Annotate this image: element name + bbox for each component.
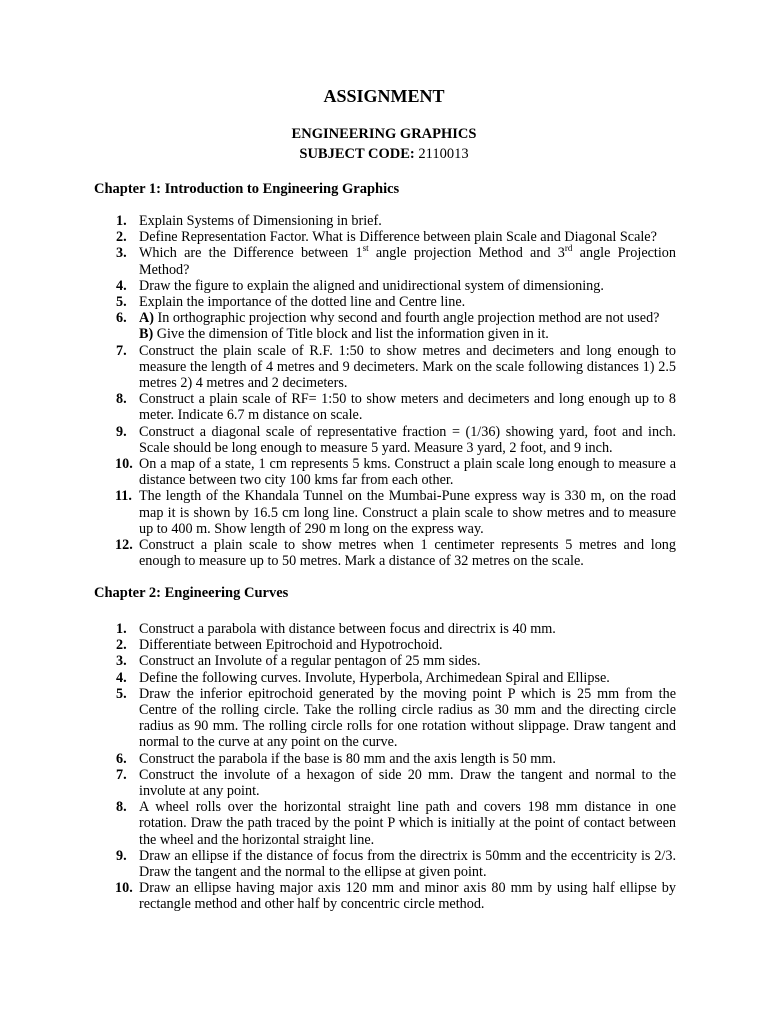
question-number: 7. xyxy=(116,766,127,783)
question-item xyxy=(94,488,676,537)
question-number: 10. xyxy=(115,880,133,897)
question-item xyxy=(94,880,676,912)
question-item xyxy=(94,391,676,423)
superscript: st xyxy=(362,243,369,254)
question-text: Construct the plain scale of R.F. 1:50 to show metres and decimeters and long enough to measure the length of 4 metres and 9 decimeters. Mark on the scale following distances 1) 2.5 metres 2) 4 metres and 2 decimeters. xyxy=(139,342,676,392)
question-text: Construct a diagonal scale of representative fraction = (1/36) showing yard, foot and inch. Scale should be long enough to measure 5 yard. Measure 3 yard, 2 foot, and 9 inch. xyxy=(139,423,676,456)
question-number: 10. xyxy=(115,456,133,473)
question-number: 2. xyxy=(116,229,127,246)
question-number: 5. xyxy=(116,294,127,311)
question-text: Draw an ellipse if the distance of focus from the directrix is 50mm and the eccentricity is 2/3. Draw the tangent and the normal to the ellipse at given point. xyxy=(139,847,676,881)
question-item xyxy=(94,310,676,342)
question-item xyxy=(94,670,676,686)
question-text: Construct a parabola with distance between focus and directrix is 40 mm. xyxy=(139,621,556,637)
chapter-2-heading: Chapter 2: Engineering Curves xyxy=(94,585,289,601)
question-text: Construct the involute of a hexagon of side 20 mm. Draw the tangent and normal to the involute at any point. xyxy=(139,766,676,800)
question-item xyxy=(94,848,676,880)
question-item xyxy=(94,343,676,392)
subject-code-value: 2110013 xyxy=(418,146,469,162)
question-number: 2. xyxy=(116,637,127,654)
question-item xyxy=(94,653,676,669)
question-item xyxy=(94,294,676,310)
question-text: angle projection Method and 3 xyxy=(368,245,565,262)
part-label: A) xyxy=(139,310,154,327)
question-text: A wheel rolls over the horizontal straight line path and covers 198 mm distance in one rotation. Draw the path traced by the point P which is initially at the point of contact between the wheel and the horizontal straight line. xyxy=(139,799,676,848)
question-number: 3. xyxy=(116,245,127,262)
question-number: 6. xyxy=(116,750,127,767)
subject-code-line xyxy=(0,146,768,163)
question-item xyxy=(94,537,676,569)
question-text: Explain Systems of Dimensioning in brief. xyxy=(139,213,382,229)
question-text: The length of the Khandala Tunnel on the Mumbai-Pune express way is 330 m, on the road map it is shown by 16.5 cm long line. Construct a plain scale to show metres and to measure up to 400 m. Show length of 290 m long on the express way. xyxy=(139,488,676,537)
question-number: 6. xyxy=(116,310,127,327)
question-item xyxy=(94,751,676,767)
question-text: Define the following curves. Involute, Hyperbola, Archimedean Spiral and Ellipse. xyxy=(139,669,610,686)
question-item xyxy=(94,799,676,848)
question-text: Draw the figure to explain the aligned and unidirectional system of dimensioning. xyxy=(139,277,604,294)
question-item xyxy=(94,278,676,294)
question-text: Construct a plain scale to show metres when 1 centimeter represents 5 metres and long enough to measure up to 50 metres. Mark a distance of 32 metres on the scale. xyxy=(139,537,676,570)
question-text: Construct a plain scale of RF= 1:50 to show meters and decimeters and long enough up to 8 meter. Indicate 6.7 m distance on scale. xyxy=(139,391,676,424)
question-number: 4. xyxy=(116,669,127,686)
question-item xyxy=(94,621,676,637)
question-number: 1. xyxy=(116,213,127,229)
question-text: Give the dimension of Title block and list the information given in it. xyxy=(153,326,549,343)
question-text: Construct the parabola if the base is 80 mm and the axis length is 50 mm. xyxy=(139,750,556,767)
question-number: 1. xyxy=(116,621,127,637)
question-item xyxy=(94,767,676,799)
question-text: Define Representation Factor. What is Difference between plain Scale and Diagonal Scale? xyxy=(139,229,657,246)
question-number: 7. xyxy=(116,342,127,359)
question-number: 9. xyxy=(116,847,127,864)
question-item xyxy=(94,456,676,488)
subject-code-label: SUBJECT CODE: xyxy=(299,146,415,162)
question-number: 11. xyxy=(115,488,132,505)
question-number: 3. xyxy=(116,653,127,670)
question-text: Draw an ellipse having major axis 120 mm and minor axis 80 mm by using half ellipse by rectangle method and other half by concentric circle method. xyxy=(139,880,676,913)
question-text: Construct an Involute of a regular pentagon of 25 mm sides. xyxy=(139,653,481,670)
question-text: Differentiate between Epitrochoid and Hypotrochoid. xyxy=(139,637,443,654)
question-item xyxy=(94,245,676,277)
question-number: 12. xyxy=(115,537,133,554)
question-number: 9. xyxy=(116,423,127,440)
page-title: ASSIGNMENT xyxy=(323,86,445,106)
course-name: ENGINEERING GRAPHICS xyxy=(291,126,477,142)
question-item xyxy=(94,424,676,456)
chapter-1-questions xyxy=(94,213,676,569)
question-item xyxy=(94,213,676,229)
question-text: Draw the inferior epitrochoid generated by the moving point P which is 25 mm from the Centre of the rolling circle. Take the rolling circle radius as 30 mm and the directing circle radius as 90 mm. The rolling circle rolls for one rotation without slippage. Draw tangent and normal to the curve at any point on the curve. xyxy=(139,685,676,751)
question-number: 8. xyxy=(116,799,127,816)
superscript: rd xyxy=(564,243,573,254)
question-text: angle Projection Method? xyxy=(139,245,676,278)
question-text: On a map of a state, 1 cm represents 5 kms. Construct a plain scale long enough to measure a distance between two city 100 kms far from each other. xyxy=(139,456,676,489)
chapter-1-heading: Chapter 1: Introduction to Engineering Graphics xyxy=(94,181,400,197)
question-item xyxy=(94,229,676,245)
question-text: Explain the importance of the dotted line and Centre line. xyxy=(139,294,466,311)
question-number: 4. xyxy=(116,277,127,294)
question-number: 8. xyxy=(116,391,127,408)
part-label: B) xyxy=(139,326,154,343)
question-number: 5. xyxy=(116,685,127,702)
question-text: In orthographic projection why second and fourth angle projection method are not used? xyxy=(153,310,660,327)
chapter-2-questions xyxy=(94,621,676,913)
question-item xyxy=(94,686,676,751)
question-item xyxy=(94,637,676,653)
question-text: Which are the Difference between 1 xyxy=(139,245,363,262)
